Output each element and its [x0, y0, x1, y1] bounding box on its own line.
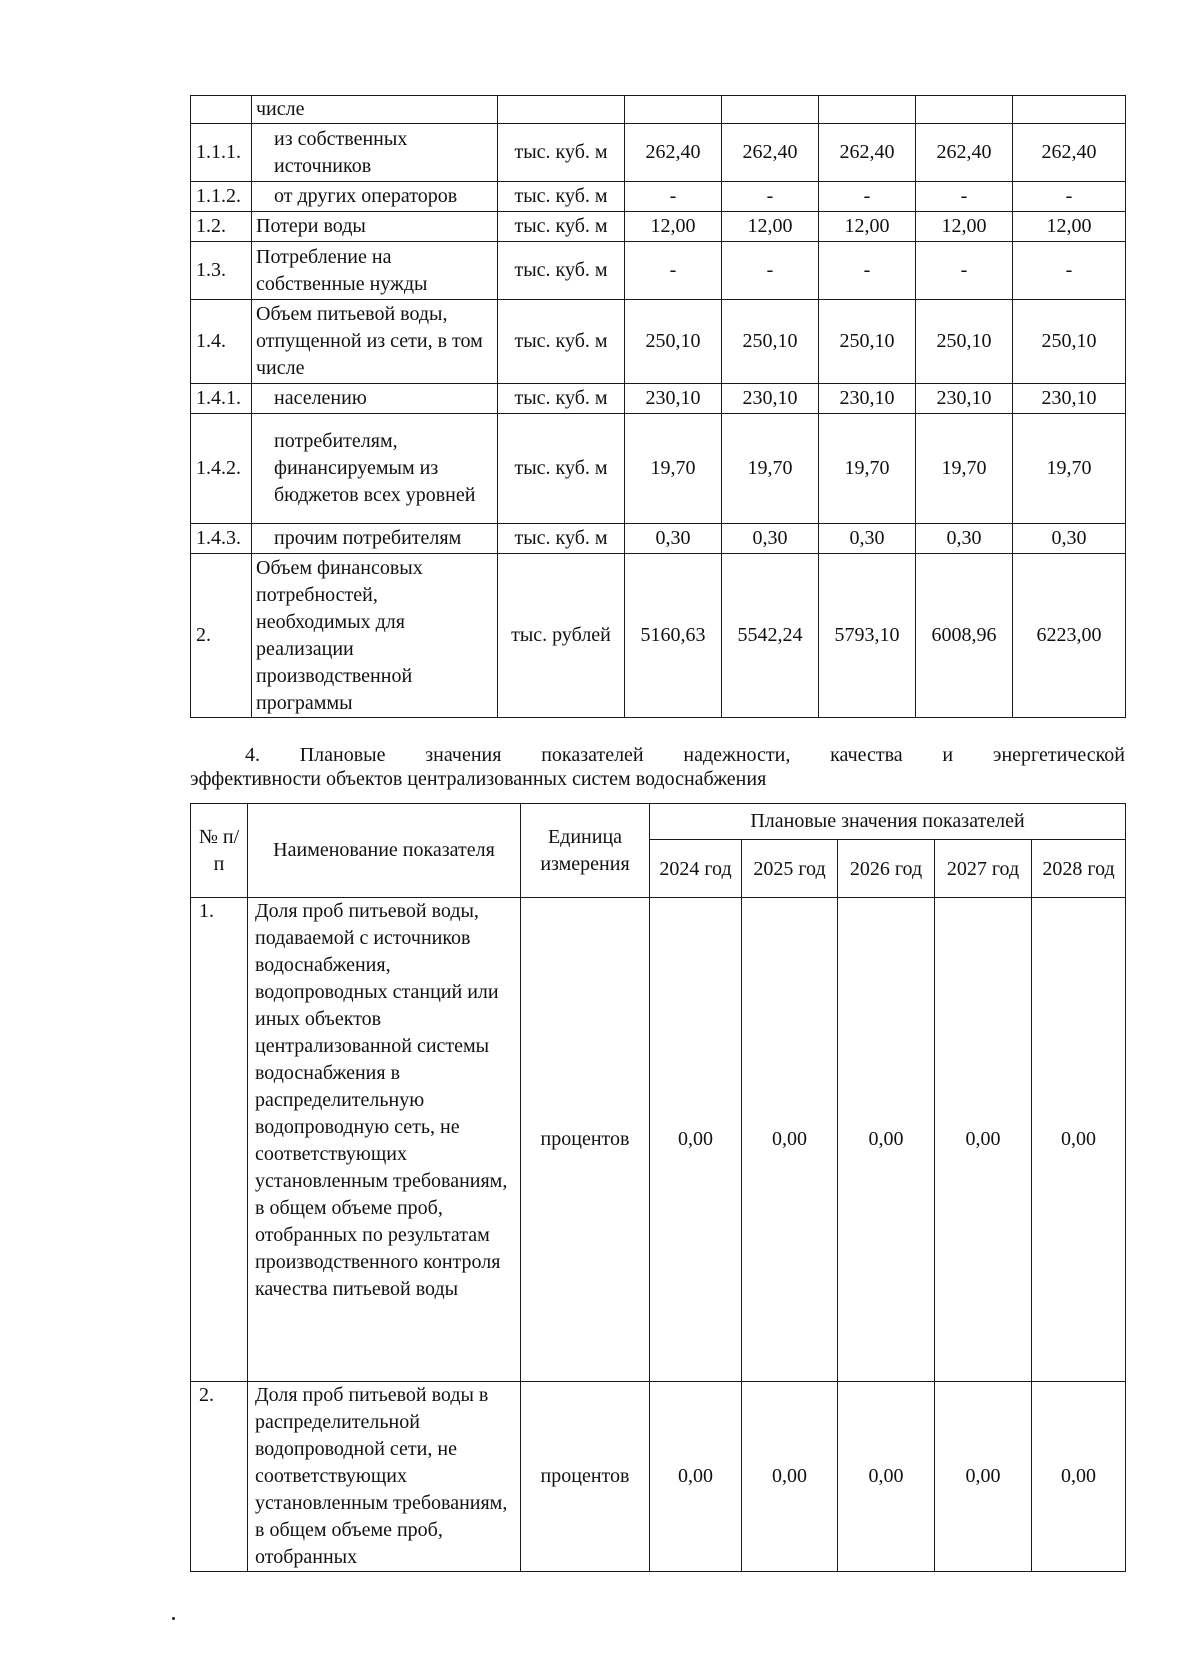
row-value: 12,00 [819, 212, 916, 242]
row-value: 230,10 [722, 384, 819, 414]
header-unit: Единица измерения [521, 804, 650, 898]
row-unit: тыс. куб. м [498, 384, 625, 414]
row-name: потребителям, финансируемым из бюджетов всех уровней [252, 414, 498, 524]
row-value: 0,30 [916, 524, 1013, 554]
row-name: Объем питьевой воды, отпущенной из сети, в том числе [252, 300, 498, 384]
row-value: 6008,96 [916, 554, 1013, 718]
row-value: 262,40 [916, 124, 1013, 182]
row-value: 0,00 [935, 898, 1032, 1382]
row-value: 262,40 [625, 124, 722, 182]
table-row [191, 124, 1126, 182]
row-unit [498, 96, 625, 124]
row-num: 2. [191, 1382, 248, 1572]
row-unit: тыс. куб. м [498, 414, 625, 524]
row-name: прочим потребителям [252, 524, 498, 554]
table-row [191, 414, 1126, 524]
table-row [191, 300, 1126, 384]
row-value: - [916, 182, 1013, 212]
row-value: 5542,24 [722, 554, 819, 718]
header-group: Плановые значения показателей [650, 804, 1126, 840]
table-row [191, 96, 1126, 124]
row-value: - [625, 242, 722, 300]
table-row [191, 1382, 1126, 1572]
row-code: 1.1.1. [191, 124, 252, 182]
row-code: 1.1.2. [191, 182, 252, 212]
row-value: - [1013, 242, 1126, 300]
row-unit: тыс. куб. м [498, 242, 625, 300]
header-year: 2028 год [1032, 840, 1126, 898]
row-value: 12,00 [722, 212, 819, 242]
row-value [916, 96, 1013, 124]
header-name: Наименование показателя [248, 804, 521, 898]
table-row [191, 212, 1126, 242]
row-value: 0,00 [742, 1382, 838, 1572]
row-num: 1. [191, 898, 248, 1382]
row-value: 0,00 [838, 1382, 935, 1572]
table-row [191, 384, 1126, 414]
row-unit: тыс. куб. м [498, 212, 625, 242]
row-name: Доля проб питьевой воды в распределительной водопроводной сети, не соответствующих установленным требованиям, в общем объеме проб, отобранных [248, 1382, 521, 1572]
header-year: 2026 год [838, 840, 935, 898]
row-value: 250,10 [722, 300, 819, 384]
row-value: - [819, 242, 916, 300]
row-code: 1.2. [191, 212, 252, 242]
row-value: 250,10 [625, 300, 722, 384]
row-unit: процентов [521, 1382, 650, 1572]
row-value: 0,00 [1032, 898, 1126, 1382]
header-year: 2025 год [742, 840, 838, 898]
scan-speck [172, 1617, 175, 1620]
row-code: 1.4.2. [191, 414, 252, 524]
row-value: 5793,10 [819, 554, 916, 718]
row-code: 1.4. [191, 300, 252, 384]
row-value: 250,10 [916, 300, 1013, 384]
row-value: 12,00 [916, 212, 1013, 242]
row-value: 12,00 [1013, 212, 1126, 242]
row-value: 6223,00 [1013, 554, 1126, 718]
row-value: 19,70 [1013, 414, 1126, 524]
row-value: 0,00 [935, 1382, 1032, 1572]
row-value: 250,10 [1013, 300, 1126, 384]
header-year: 2027 год [935, 840, 1032, 898]
table-row [191, 554, 1126, 718]
row-unit: тыс. рублей [498, 554, 625, 718]
row-code: 1.4.1. [191, 384, 252, 414]
row-value [1013, 96, 1126, 124]
row-value: 0,30 [625, 524, 722, 554]
production-program-body [191, 96, 1126, 718]
table-row [191, 182, 1126, 212]
row-value: 230,10 [1013, 384, 1126, 414]
row-value: - [916, 242, 1013, 300]
row-value: 0,00 [1032, 1382, 1126, 1572]
row-value [625, 96, 722, 124]
row-code: 2. [191, 554, 252, 718]
row-value: 0,30 [1013, 524, 1126, 554]
row-name: из собственных источников [252, 124, 498, 182]
row-value: 12,00 [625, 212, 722, 242]
row-name: Потери воды [252, 212, 498, 242]
indicators-table [190, 803, 1126, 1572]
row-value: 230,10 [625, 384, 722, 414]
row-unit: тыс. куб. м [498, 182, 625, 212]
row-value: 5160,63 [625, 554, 722, 718]
table-row [191, 242, 1126, 300]
section-heading-line2: эффективности объектов централизованных систем водоснабжения [190, 768, 767, 790]
row-name: Объем финансовых потребностей, необходимых для реализации производственной программы [252, 554, 498, 718]
row-value: - [722, 182, 819, 212]
row-value: 262,40 [819, 124, 916, 182]
production-program-table [190, 95, 1126, 718]
row-unit: процентов [521, 898, 650, 1382]
row-value: 230,10 [819, 384, 916, 414]
row-value: - [722, 242, 819, 300]
table-row [191, 898, 1126, 1382]
row-name: населению [252, 384, 498, 414]
row-value: 0,30 [819, 524, 916, 554]
row-value: - [1013, 182, 1126, 212]
row-value: 0,00 [650, 898, 742, 1382]
row-value: 19,70 [625, 414, 722, 524]
row-name: от других операторов [252, 182, 498, 212]
row-value: 262,40 [722, 124, 819, 182]
row-unit: тыс. куб. м [498, 300, 625, 384]
row-value: 19,70 [722, 414, 819, 524]
section-heading-line1: 4. Плановые значения показателей надежности, качества и энергетической [245, 744, 1125, 766]
section-heading [190, 743, 1125, 791]
indicators-body [191, 898, 1126, 1572]
row-value: 0,00 [838, 898, 935, 1382]
indicators-header [191, 804, 1126, 898]
row-name: числе [252, 96, 498, 124]
header-year: 2024 год [650, 840, 742, 898]
header-num: № п/ п [191, 804, 248, 898]
row-value: 250,10 [819, 300, 916, 384]
row-value: 19,70 [916, 414, 1013, 524]
table-row [191, 524, 1126, 554]
row-code: 1.4.3. [191, 524, 252, 554]
row-code: 1.3. [191, 242, 252, 300]
row-name: Потребление на собственные нужды [252, 242, 498, 300]
row-value: 0,00 [742, 898, 838, 1382]
row-code [191, 96, 252, 124]
row-value: 262,40 [1013, 124, 1126, 182]
row-value [819, 96, 916, 124]
row-name: Доля проб питьевой воды, подаваемой с источников водоснабжения, водопроводных станций или иных объектов централизованной системы водоснабжения в распределительную водопроводную сеть, не соответствующих установленным требованиям, в общем объеме проб, отобранных по результатам производственного контроля качества питьевой воды [248, 898, 521, 1382]
row-value: - [625, 182, 722, 212]
row-value: 0,30 [722, 524, 819, 554]
header-row [191, 804, 1126, 840]
row-value: - [819, 182, 916, 212]
row-unit: тыс. куб. м [498, 524, 625, 554]
row-unit: тыс. куб. м [498, 124, 625, 182]
row-value: 19,70 [819, 414, 916, 524]
row-value [722, 96, 819, 124]
row-value: 0,00 [650, 1382, 742, 1572]
row-value: 230,10 [916, 384, 1013, 414]
